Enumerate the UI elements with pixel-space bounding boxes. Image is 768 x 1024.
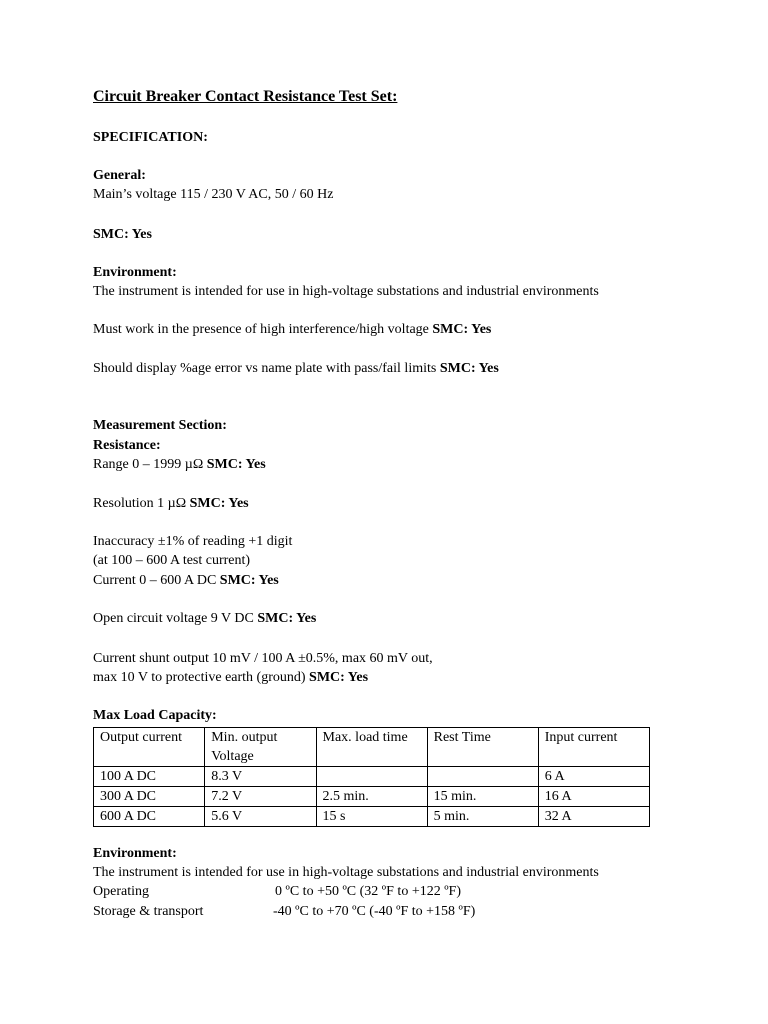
table-cell: 16 A bbox=[538, 787, 649, 807]
general-heading: General: bbox=[93, 168, 146, 183]
column-header: Max. load time bbox=[316, 728, 427, 767]
table-cell: 32 A bbox=[538, 807, 649, 827]
max-load-table bbox=[93, 727, 650, 827]
current-text: Current 0 – 600 A DC bbox=[93, 573, 220, 588]
column-header: Min. output Voltage bbox=[205, 728, 316, 767]
resistance-heading: Resistance: bbox=[93, 438, 161, 453]
table-cell: 8.3 V bbox=[205, 767, 316, 787]
range-smc: SMC: Yes bbox=[206, 457, 266, 472]
table-row bbox=[94, 807, 650, 827]
storage-row bbox=[93, 902, 476, 921]
table-cell: 100 A DC bbox=[94, 767, 205, 787]
operating-label: Operating bbox=[93, 884, 149, 899]
environment-description: The instrument is intended for use in high-voltage substations and industrial environments bbox=[93, 284, 599, 299]
table-cell bbox=[427, 767, 538, 787]
resolution-text: Resolution 1 µΩ bbox=[93, 496, 190, 511]
table-cell: 2.5 min. bbox=[316, 787, 427, 807]
table-cell: 300 A DC bbox=[94, 787, 205, 807]
error-display-line bbox=[93, 359, 499, 378]
max-load-heading: Max Load Capacity: bbox=[93, 708, 217, 723]
table-cell: 5 min. bbox=[427, 807, 538, 827]
table-cell: 6 A bbox=[538, 767, 649, 787]
inaccuracy-text: Inaccuracy ±1% of reading +1 digit bbox=[93, 534, 293, 549]
measurement-heading: Measurement Section: bbox=[93, 418, 227, 433]
column-header: Output current bbox=[94, 728, 205, 767]
table-cell: 15 min. bbox=[427, 787, 538, 807]
shunt-line-1: Current shunt output 10 mV / 100 A ±0.5%, max 60 mV out, bbox=[93, 651, 433, 666]
current-smc: SMC: Yes bbox=[219, 573, 279, 588]
range-line bbox=[93, 455, 266, 474]
table-row bbox=[94, 767, 650, 787]
operating-value: 0 ºC to +50 ºC (32 ºF to +122 ºF) bbox=[275, 884, 462, 899]
document-title: Circuit Breaker Contact Resistance Test Set: bbox=[93, 88, 398, 105]
inaccuracy-note: (at 100 – 600 A test current) bbox=[93, 553, 251, 568]
shunt-text: max 10 V to protective earth (ground) bbox=[93, 670, 310, 685]
specification-heading: SPECIFICATION: bbox=[93, 130, 208, 145]
open-circuit-line bbox=[93, 609, 316, 628]
interference-text: Must work in the presence of high interference/high voltage bbox=[93, 322, 433, 337]
operating-row bbox=[93, 882, 462, 901]
general-smc-text: SMC: Yes bbox=[93, 227, 152, 242]
table-row bbox=[94, 787, 650, 807]
interference-line bbox=[93, 320, 491, 339]
resolution-smc: SMC: Yes bbox=[189, 496, 249, 511]
column-header: Input current bbox=[538, 728, 649, 767]
column-header: Rest Time bbox=[427, 728, 538, 767]
shunt-line-2 bbox=[93, 668, 368, 687]
error-display-text: Should display %age error vs name plate with pass/fail limits bbox=[93, 361, 440, 376]
error-display-smc: SMC: Yes bbox=[439, 361, 499, 376]
environment-2-heading: Environment: bbox=[93, 846, 177, 861]
interference-smc: SMC: Yes bbox=[432, 322, 492, 337]
table-cell: 7.2 V bbox=[205, 787, 316, 807]
table-cell: 15 s bbox=[316, 807, 427, 827]
table-cell: 600 A DC bbox=[94, 807, 205, 827]
environment-2-description: The instrument is intended for use in high-voltage substations and industrial environments bbox=[93, 865, 599, 880]
storage-value: -40 ºC to +70 ºC (-40 ºF to +158 ºF) bbox=[273, 904, 476, 919]
range-text: Range 0 – 1999 µΩ bbox=[93, 457, 207, 472]
resolution-line bbox=[93, 494, 249, 513]
mains-voltage-text: Main’s voltage 115 / 230 V AC, 50 / 60 Hz bbox=[93, 187, 334, 202]
environment-heading: Environment: bbox=[93, 265, 177, 280]
table-header-row bbox=[94, 728, 650, 767]
open-circuit-smc: SMC: Yes bbox=[257, 611, 317, 626]
table-cell: 5.6 V bbox=[205, 807, 316, 827]
current-line bbox=[93, 571, 279, 590]
shunt-smc: SMC: Yes bbox=[309, 670, 369, 685]
table-cell bbox=[316, 767, 427, 787]
open-circuit-text: Open circuit voltage 9 V DC bbox=[93, 611, 258, 626]
storage-label: Storage & transport bbox=[93, 904, 204, 919]
